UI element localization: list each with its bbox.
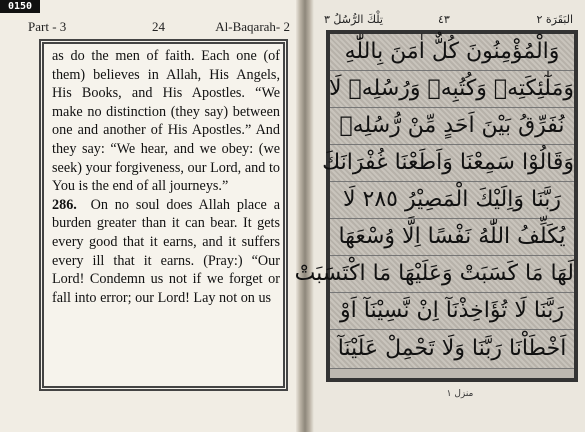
verse-number: 286. <box>52 196 77 213</box>
arabic-line: اَخْطَاْنَا رَبَّنَا وَلَا تَحْمِلْ عَلَيْنَآ <box>330 330 574 369</box>
arabic-line: رَبَّنَا لَا تُؤَاخِذْنَآ اِنْ نَّسِيْنَآ اَوْ <box>330 293 574 330</box>
verse-text: On no soul does Allah place a burden greater than it can bear. It gets every good that it earns, and it suffers every ill that it earns. (Pray:) “Our Lord! Condemn us not if we forget or fall into error; our Lord! Lay not on us <box>52 196 280 306</box>
page-number: 24 <box>152 19 165 34</box>
juz-label: تِلْكَ الرُّسُلُ ٣ <box>324 13 383 26</box>
surah-label: Al-Baqarah- 2 <box>215 19 290 34</box>
arabic-line: لَهَا مَا كَسَبَتْ وَعَلَيْهَا مَا اكْتَسَبَتْ <box>330 256 574 293</box>
arabic-line: نُفَرِّقُ بَيْنَ اَحَدٍ مِّنْ رُّسُلِهٖ <box>330 108 574 145</box>
arabic-surah-label: البَقَرَة ٢ <box>536 13 573 26</box>
translation-paragraph: as do the men of faith. Each one (of them) believes in Allah, His Angels, His Books, and His Apostles. “We make no distinction (they say) between one and another of His Apostles.” And they say: “We hear, and we obey: (we seek) your forgiveness, our Lord, and to You is the end of all journeys.” <box>52 48 280 195</box>
translation-paragraph-286 <box>52 196 280 308</box>
arabic-line: وَقَالُوْا سَمِعْنَا وَاَطَعْنَا غُفْرَانَكَ <box>330 145 574 182</box>
arabic-line: وَمَلٰٓئِكَتِهٖ وَكُتُبِهٖ وَرُسُلِهٖ لَا <box>330 71 574 108</box>
part-label: Part - 3 <box>28 19 67 34</box>
left-page-header <box>28 19 290 37</box>
page-id-badge: 0150 <box>0 0 40 13</box>
arabic-page-number: ٤٣ <box>438 13 450 26</box>
manzil-footer: منزل ١ <box>446 389 474 399</box>
arabic-line: رَبَّنَا وَاِلَيْكَ الْمَصِيْرُ ٢٨٥ لَا <box>330 182 574 219</box>
translation-text <box>52 47 280 307</box>
arabic-line: يُكَلِّفُ اللّٰهُ نَفْسًا اِلَّا وُسْعَهَا <box>330 219 574 256</box>
arabic-line: وَالْمُؤْمِنُونَ كُلٌّ اٰمَنَ بِاللّٰهِ <box>330 34 574 71</box>
book-gutter <box>296 0 314 432</box>
right-page-header <box>320 13 575 31</box>
